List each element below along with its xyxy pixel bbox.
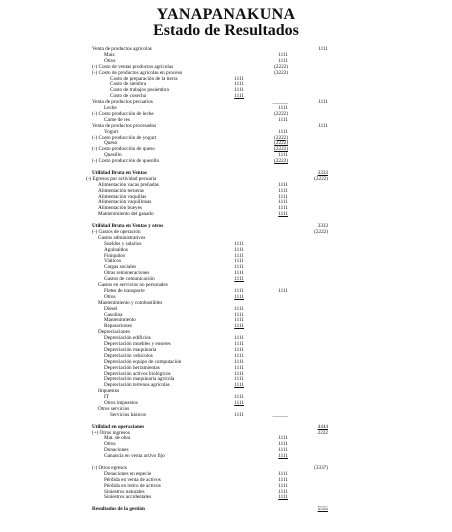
row-label: Finiquitos <box>104 252 126 259</box>
amount-c2: 1111 <box>278 205 288 212</box>
amount-c2: 1111 <box>278 435 288 442</box>
amount-c3: 4444 <box>317 423 328 430</box>
company-title: YANAPANAKUNA <box>156 6 296 23</box>
row-label: Costo de preparación de la tierra <box>110 75 178 82</box>
row-label: Utilidad en operaciones <box>92 423 145 430</box>
amount-c1: 1111 <box>234 335 244 342</box>
amount-c2: 1111 <box>278 199 288 206</box>
report-title: Estado de Resultados <box>153 22 299 39</box>
amount-c1: 1111 <box>234 364 244 371</box>
amount-c2: 1111 <box>278 476 288 483</box>
row-label: Depreciación activos biológicos <box>104 370 171 377</box>
amount-c1: 1111 <box>234 81 244 88</box>
row-label: Aguinaldos <box>104 246 128 253</box>
row-label: Pérdida en venta de activos <box>104 476 161 483</box>
row-label: Utilidad Bruta en Ventas y otros <box>92 223 164 229</box>
amount-c2: 1111 <box>278 494 288 501</box>
amount-c1: 1111 <box>234 352 244 359</box>
amount-c2: 1111 <box>278 128 288 135</box>
amount-c2: 1111 <box>278 57 288 64</box>
amount-c2: 1111 <box>278 482 288 489</box>
amount-c1: 1111 <box>234 411 244 418</box>
row-label: Alimentación vaquillonas <box>98 199 152 206</box>
row-label: Otros impuestos <box>104 400 138 406</box>
row-label: Depreciaciones <box>98 329 130 336</box>
row-label: Alimentación vaquillas <box>98 193 147 200</box>
amount-c2: (2222) <box>274 63 288 70</box>
amount-c1: 1111 <box>234 400 244 406</box>
row-label: Alimentación bueyes <box>98 205 142 212</box>
row-label: Depreciación herramientas <box>104 364 160 371</box>
amount-c2: 1111 <box>278 488 288 495</box>
row-label: Mantenimiento <box>104 317 136 324</box>
row-label: Resultados de la gestión <box>92 506 145 513</box>
amount-c3: (3337) <box>314 464 328 471</box>
amount-c2: 1111 <box>278 441 288 448</box>
amount-c1: 1111 <box>234 382 244 389</box>
amount-c2: 1111 <box>278 152 288 159</box>
row-label: (-) Egresos por actividad pecuaria <box>86 175 157 182</box>
amount-c3: 3333 <box>317 223 328 229</box>
row-label: Servicios básicos <box>110 411 146 418</box>
row-label: Cargas sociales <box>104 264 137 271</box>
amount-c2: 1111 <box>278 51 288 58</box>
row-label: Siniestros naturales <box>104 488 145 495</box>
row-label: Costo de cosecha <box>110 93 147 100</box>
amount-c1: 1111 <box>234 264 244 271</box>
amount-c1: 1111 <box>234 323 244 330</box>
row-label: Gastos de comunicación <box>104 276 155 283</box>
row-label: Alimentación vacas preñadas <box>98 181 159 188</box>
row-label: Gasolina <box>104 311 123 318</box>
amount-c2: (2222) <box>274 146 288 153</box>
amount-c2: 1111 <box>278 105 288 111</box>
row-label: Viáticos <box>104 258 121 265</box>
amount-c1: 1111 <box>234 270 244 277</box>
amount-c3: 5555 <box>317 506 328 513</box>
row-label: Sueldos y salarios <box>104 240 142 247</box>
amount-c3: (2222) <box>314 228 328 235</box>
row-label: Venta de productos agricolas <box>92 46 152 52</box>
amount-c1: 1111 <box>234 93 244 100</box>
amount-c1: 1111 <box>234 346 244 353</box>
row-label: Queso <box>104 140 118 147</box>
row-label: Mantenimiento del ganado <box>98 211 154 218</box>
row-label: Depreciación edificios <box>104 335 151 342</box>
amount-c2: 1111 <box>278 187 288 194</box>
row-label: (-) Costo producción de yogurt <box>92 134 157 141</box>
row-label: Depreciación equipo de computación <box>104 358 182 365</box>
amount-c2: (2222) <box>274 110 288 117</box>
row-label: (-) Otros egresos <box>92 464 127 471</box>
amount-c2: 1111 <box>278 181 288 188</box>
row-label: Depreciación maquinaria <box>104 346 157 353</box>
row-label: Donaciones en especie <box>104 470 152 477</box>
amount-c2: ______ <box>272 411 288 418</box>
row-label: Otras remuneraciones <box>104 270 150 277</box>
amount-c1: 1111 <box>234 276 244 283</box>
row-label: Ganancia en venta activo fijo <box>104 453 165 460</box>
row-label: (+) Otros ingresos <box>92 429 130 436</box>
row-label: Quesillo <box>104 152 122 159</box>
row-label: (-) Costo de ventas productos agricolas <box>92 63 174 70</box>
row-label: Mat. de obra <box>104 435 131 442</box>
amount-c3: 3333 <box>317 169 328 176</box>
amount-c2: 1111 <box>278 470 288 477</box>
amount-c1: 1111 <box>234 75 244 82</box>
row-label: Alimentación terneras <box>98 187 144 194</box>
amount-c1: 1111 <box>234 305 244 312</box>
amount-c1: 1111 <box>234 287 244 294</box>
amount-c1: 1111 <box>234 246 244 253</box>
row-label: Gastos en servicios no personales <box>98 282 168 288</box>
row-label: Donaciones <box>104 447 129 454</box>
amount-c2: 1111 <box>278 447 288 454</box>
row-label: Otros <box>104 293 116 300</box>
row-label: Venta de productos procesados <box>92 122 157 129</box>
row-label: Otros <box>104 441 116 448</box>
amount-c3: 1111 <box>318 122 328 129</box>
amount-c2: (3222) <box>274 69 288 76</box>
row-label: Maiz <box>104 51 115 58</box>
amount-c3: 1111 <box>318 99 328 106</box>
row-label: (-) Costo producción de quesillo <box>92 158 160 165</box>
row-label: Otros servicios <box>98 405 130 412</box>
row-label: (-) Costo de productos agricolas en proceso <box>92 69 183 76</box>
amount-c2: 1111 <box>278 211 288 218</box>
row-label: Depreciación terrenos agrícolas <box>104 382 170 389</box>
row-label: Pérdida en retiro de activos <box>104 482 161 489</box>
row-label: Venta de productos pecuarios <box>92 99 153 106</box>
row-label: (-) Costo producción de queso <box>92 146 155 153</box>
amount-c1: 1111 <box>234 252 244 259</box>
row-label: Diésel <box>104 305 118 312</box>
amount-c1: 1111 <box>234 317 244 324</box>
row-label: Reparaciones <box>104 323 132 330</box>
amount-c1: 1111 <box>234 293 244 300</box>
row-label: Costo de trabajos posiembra <box>110 87 169 94</box>
row-label: Otros <box>104 57 116 64</box>
amount-c1: 1111 <box>234 240 244 247</box>
amount-c2: (2222) <box>274 158 288 165</box>
row-label: Depreciación muebles y enseres <box>104 341 171 347</box>
row-label: Yogurt <box>104 128 119 135</box>
amount-c1: 1111 <box>234 358 244 365</box>
amount-c2: (2222) <box>274 140 288 147</box>
row-label: IT <box>104 394 109 401</box>
amount-c2: 1111 <box>278 193 288 200</box>
row-label: (-) Gastos de operación <box>92 228 141 235</box>
row-label: Gastos administrativos <box>98 234 146 241</box>
amount-c2: (2222) <box>274 134 288 141</box>
row-label: Costo de siembra <box>110 81 147 88</box>
row-label: Depreciación maquinaria agrícola <box>104 376 175 383</box>
amount-c1: 1111 <box>234 341 244 347</box>
amount-c2: ______ <box>272 99 288 106</box>
row-label: Utilidad Bruta en Ventas <box>92 169 147 176</box>
amount-c1: 1111 <box>234 376 244 383</box>
amount-c3: 2222 <box>317 429 328 436</box>
row-label: Carne de res <box>104 116 130 123</box>
row-label: Siniestros accidentales <box>104 494 152 501</box>
row-label: (-) Costo producción de leche <box>92 110 154 117</box>
row-label: Depreciación vehículos <box>104 352 153 359</box>
amount-c2: 1111 <box>278 453 288 460</box>
row-label: Fletes de transporte <box>104 287 145 294</box>
amount-c3: 1111 <box>318 46 328 52</box>
amount-c2: 1111 <box>278 116 288 123</box>
amount-c1: 1111 <box>234 370 244 377</box>
amount-c1: 1111 <box>234 394 244 401</box>
row-label: Leche <box>104 105 117 111</box>
amount-c1: 1111 <box>234 311 244 318</box>
amount-c1: 1111 <box>234 87 244 94</box>
statement-row <box>0 506 452 513</box>
amount-c1: 1111 <box>234 258 244 265</box>
amount-c2: 1111 <box>278 287 288 294</box>
row-label: Mantenimiento y combustibles <box>98 299 163 306</box>
amount-c3: (2222) <box>314 175 328 182</box>
row-label: Impuestos <box>98 388 120 395</box>
